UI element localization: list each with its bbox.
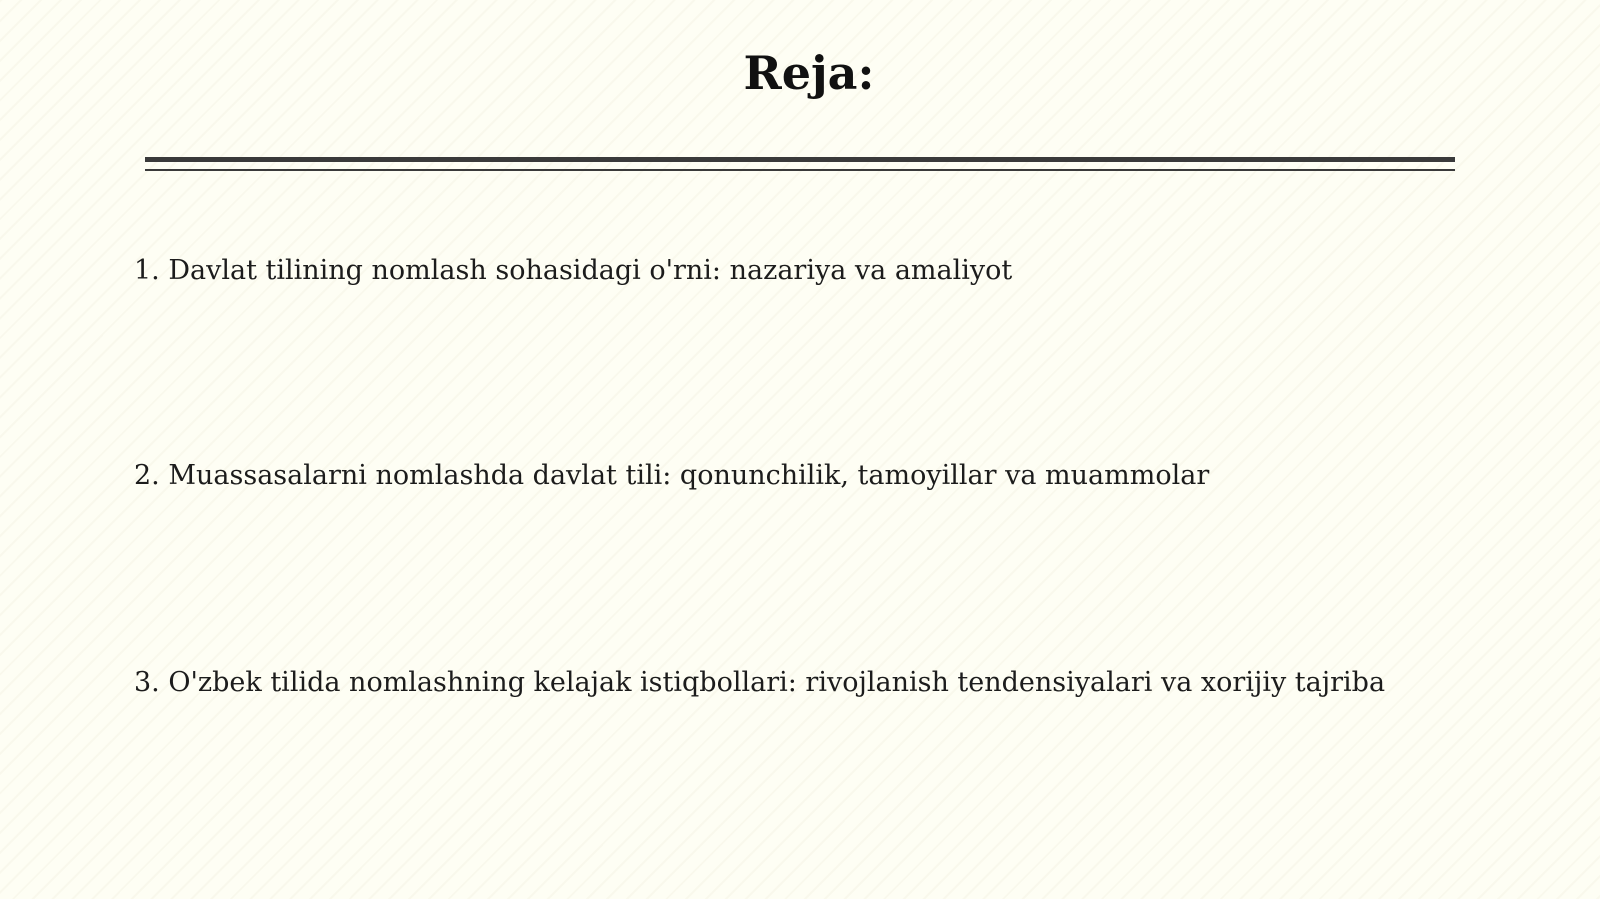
slide-title: Reja: [743, 46, 875, 100]
plan-item-2: 2. Muassasalarni nomlashda davlat tili: qonunchilik, tamoyillar va muammolar [134, 460, 1210, 491]
title-divider-thin [145, 169, 1455, 171]
plan-item-3: 3. O'zbek tilida nomlashning kelajak istiqbollari: rivojlanish tendensiyalari va xorijiy tajriba [134, 667, 1386, 698]
plan-item-1: 1. Davlat tilining nomlash sohasidagi o'rni: nazariya va amaliyot [134, 255, 1013, 286]
title-divider-thick [145, 157, 1455, 162]
